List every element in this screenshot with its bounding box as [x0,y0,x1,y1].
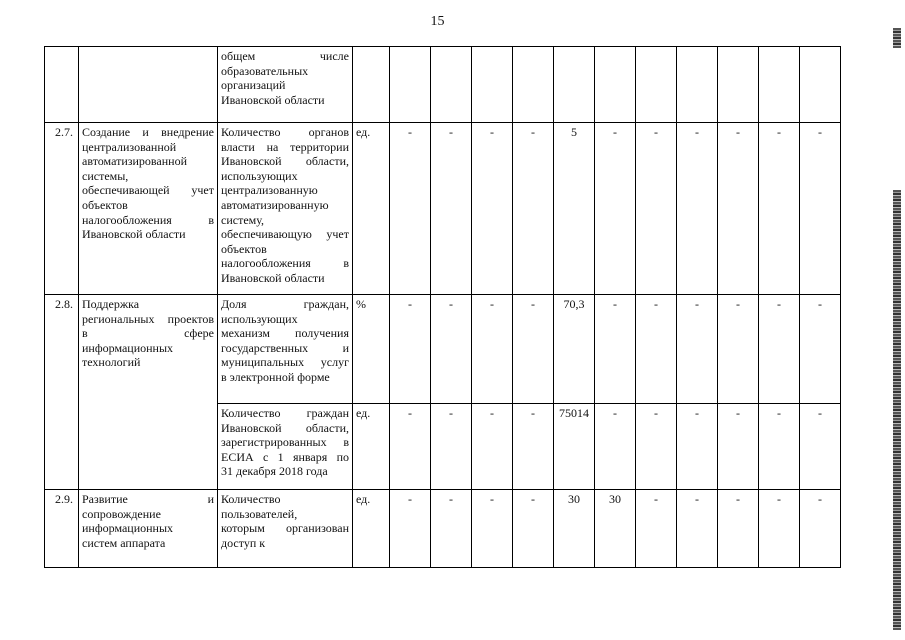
indicator-name [218,295,353,404]
value-cell: - [472,404,513,490]
row-number: 2.8. [45,295,79,490]
indicator-name-line: Ивановской области [221,92,325,107]
indicator-name-line: которым организован [221,521,349,536]
measure-name-line: региональных проектов [82,311,214,326]
value-cell: - [759,490,800,568]
row-number: 2.9. [45,490,79,568]
measure-name-line: автоматизированной [82,154,188,169]
indicator-name-line: систему, [221,212,265,227]
value-cell: - [595,404,636,490]
measure-name [79,490,218,568]
measure-name-line: сопровождение [82,506,161,521]
indicator-name-line: механизм получения [221,326,349,341]
unit-cell [353,47,390,123]
unit-cell: ед. [353,404,390,490]
value-cell: - [677,490,718,568]
value-cell: 30 [554,490,595,568]
table-row [45,123,841,295]
value-cell [513,47,554,123]
unit-cell: ед. [353,490,390,568]
value-cell: - [431,490,472,568]
value-cell: - [677,123,718,295]
measure-name-line: в сфере [82,326,214,341]
indicator-name-line: использующих [221,311,298,326]
measure-name-line: обеспечивающей учет [82,183,214,198]
value-cell [636,47,677,123]
indicator-name-line: обеспечивающую учет [221,227,349,242]
measure-name-line: систем аппарата [82,535,166,550]
value-cell: - [390,295,431,404]
indicator-name-line: доступ к [221,535,266,550]
indicators-table-wrapper [44,46,841,568]
value-cell: - [718,295,759,404]
measure-name-line: налогообложения в [82,212,214,227]
value-cell [472,47,513,123]
value-cell: - [636,404,677,490]
value-cell: - [800,295,841,404]
indicator-name-line: пользователей, [221,506,298,521]
measure-name-line: Создание и внедрение [82,125,214,139]
indicator-name-line: налогообложения в [221,256,349,271]
value-cell: - [636,123,677,295]
scan-edge-mark [893,28,901,48]
value-cell: - [513,123,554,295]
value-cell [390,47,431,123]
indicator-name [218,123,353,295]
value-cell: - [759,404,800,490]
value-cell: - [513,404,554,490]
measure-name-line: Ивановской области [82,227,186,242]
value-cell: - [513,490,554,568]
indicator-name-line: ЕСИА с 1 января по [221,449,349,464]
indicator-name-line: использующих [221,168,298,183]
indicator-name-line: Ивановской области, [221,154,349,169]
value-cell [718,47,759,123]
value-cell: - [390,123,431,295]
table-body [45,47,841,568]
row-number [45,47,79,123]
value-cell: - [431,404,472,490]
value-cell: - [800,404,841,490]
page-number: 15 [430,14,445,29]
value-cell: 30 [595,490,636,568]
value-cell [554,47,595,123]
value-cell: - [595,123,636,295]
value-cell: 75014 [554,404,595,490]
measure-name [79,295,218,490]
table-row [45,295,841,404]
indicator-name [218,490,353,568]
value-cell: - [636,295,677,404]
value-cell [677,47,718,123]
unit-cell: % [353,295,390,404]
measure-name-line: системы, [82,168,129,183]
measure-name [79,123,218,295]
indicator-name-line: автоматизированную [221,197,329,212]
measure-name-line: технологий [82,355,141,370]
scan-edge-mark [893,190,901,630]
indicator-name-line: государственных и [221,340,349,355]
value-cell: - [677,295,718,404]
indicator-name [218,47,353,123]
indicator-name-line: общем числе [221,49,349,63]
table-row [45,490,841,568]
value-cell [431,47,472,123]
value-cell: - [431,295,472,404]
indicator-name-line: Количество граждан [221,406,349,420]
measure-name-line: Поддержка [82,297,140,311]
value-cell: - [759,295,800,404]
indicator-name-line: Ивановской области, [221,420,349,435]
measure-name-line: информационных [82,340,174,355]
indicator-name-line: муниципальных услуг [221,355,349,370]
measure-name-line: Развитие и [82,492,214,506]
indicator-name-line: зарегистрированных в [221,435,349,450]
indicator-name-line: Количество [221,492,281,506]
measure-name [79,47,218,123]
value-cell: - [718,123,759,295]
indicators-table [44,46,841,568]
value-cell: - [390,404,431,490]
value-cell: - [595,295,636,404]
value-cell: - [431,123,472,295]
value-cell: - [677,404,718,490]
row-number: 2.7. [45,123,79,295]
value-cell: - [636,490,677,568]
table-row [45,47,841,123]
value-cell: - [718,404,759,490]
value-cell [800,47,841,123]
indicator-name-line: Ивановской области [221,270,325,285]
value-cell: - [800,123,841,295]
value-cell: - [472,490,513,568]
value-cell [595,47,636,123]
measure-name-line: объектов [82,197,128,212]
value-cell: - [390,490,431,568]
measure-name-line: централизованной [82,139,177,154]
indicator-name-line: объектов [221,241,267,256]
indicator-name-line: организаций [221,78,286,93]
unit-cell: ед. [353,123,390,295]
indicator-name-line: власти на территории [221,139,349,154]
value-cell: - [800,490,841,568]
indicator-name [218,404,353,490]
value-cell: - [472,295,513,404]
indicator-name-line: в электронной форме [221,369,330,384]
value-cell: - [759,123,800,295]
value-cell [759,47,800,123]
indicator-name-line: Количество органов [221,125,349,139]
indicator-name-line: централизованную [221,183,318,198]
indicator-name-line: образовательных [221,63,309,78]
indicator-name-line: 31 декабря 2018 года [221,464,328,479]
indicator-name-line: Доля граждан, [221,297,349,311]
value-cell: - [472,123,513,295]
value-cell: 70,3 [554,295,595,404]
value-cell: - [718,490,759,568]
value-cell: - [513,295,554,404]
value-cell: 5 [554,123,595,295]
measure-name-line: информационных [82,521,174,536]
